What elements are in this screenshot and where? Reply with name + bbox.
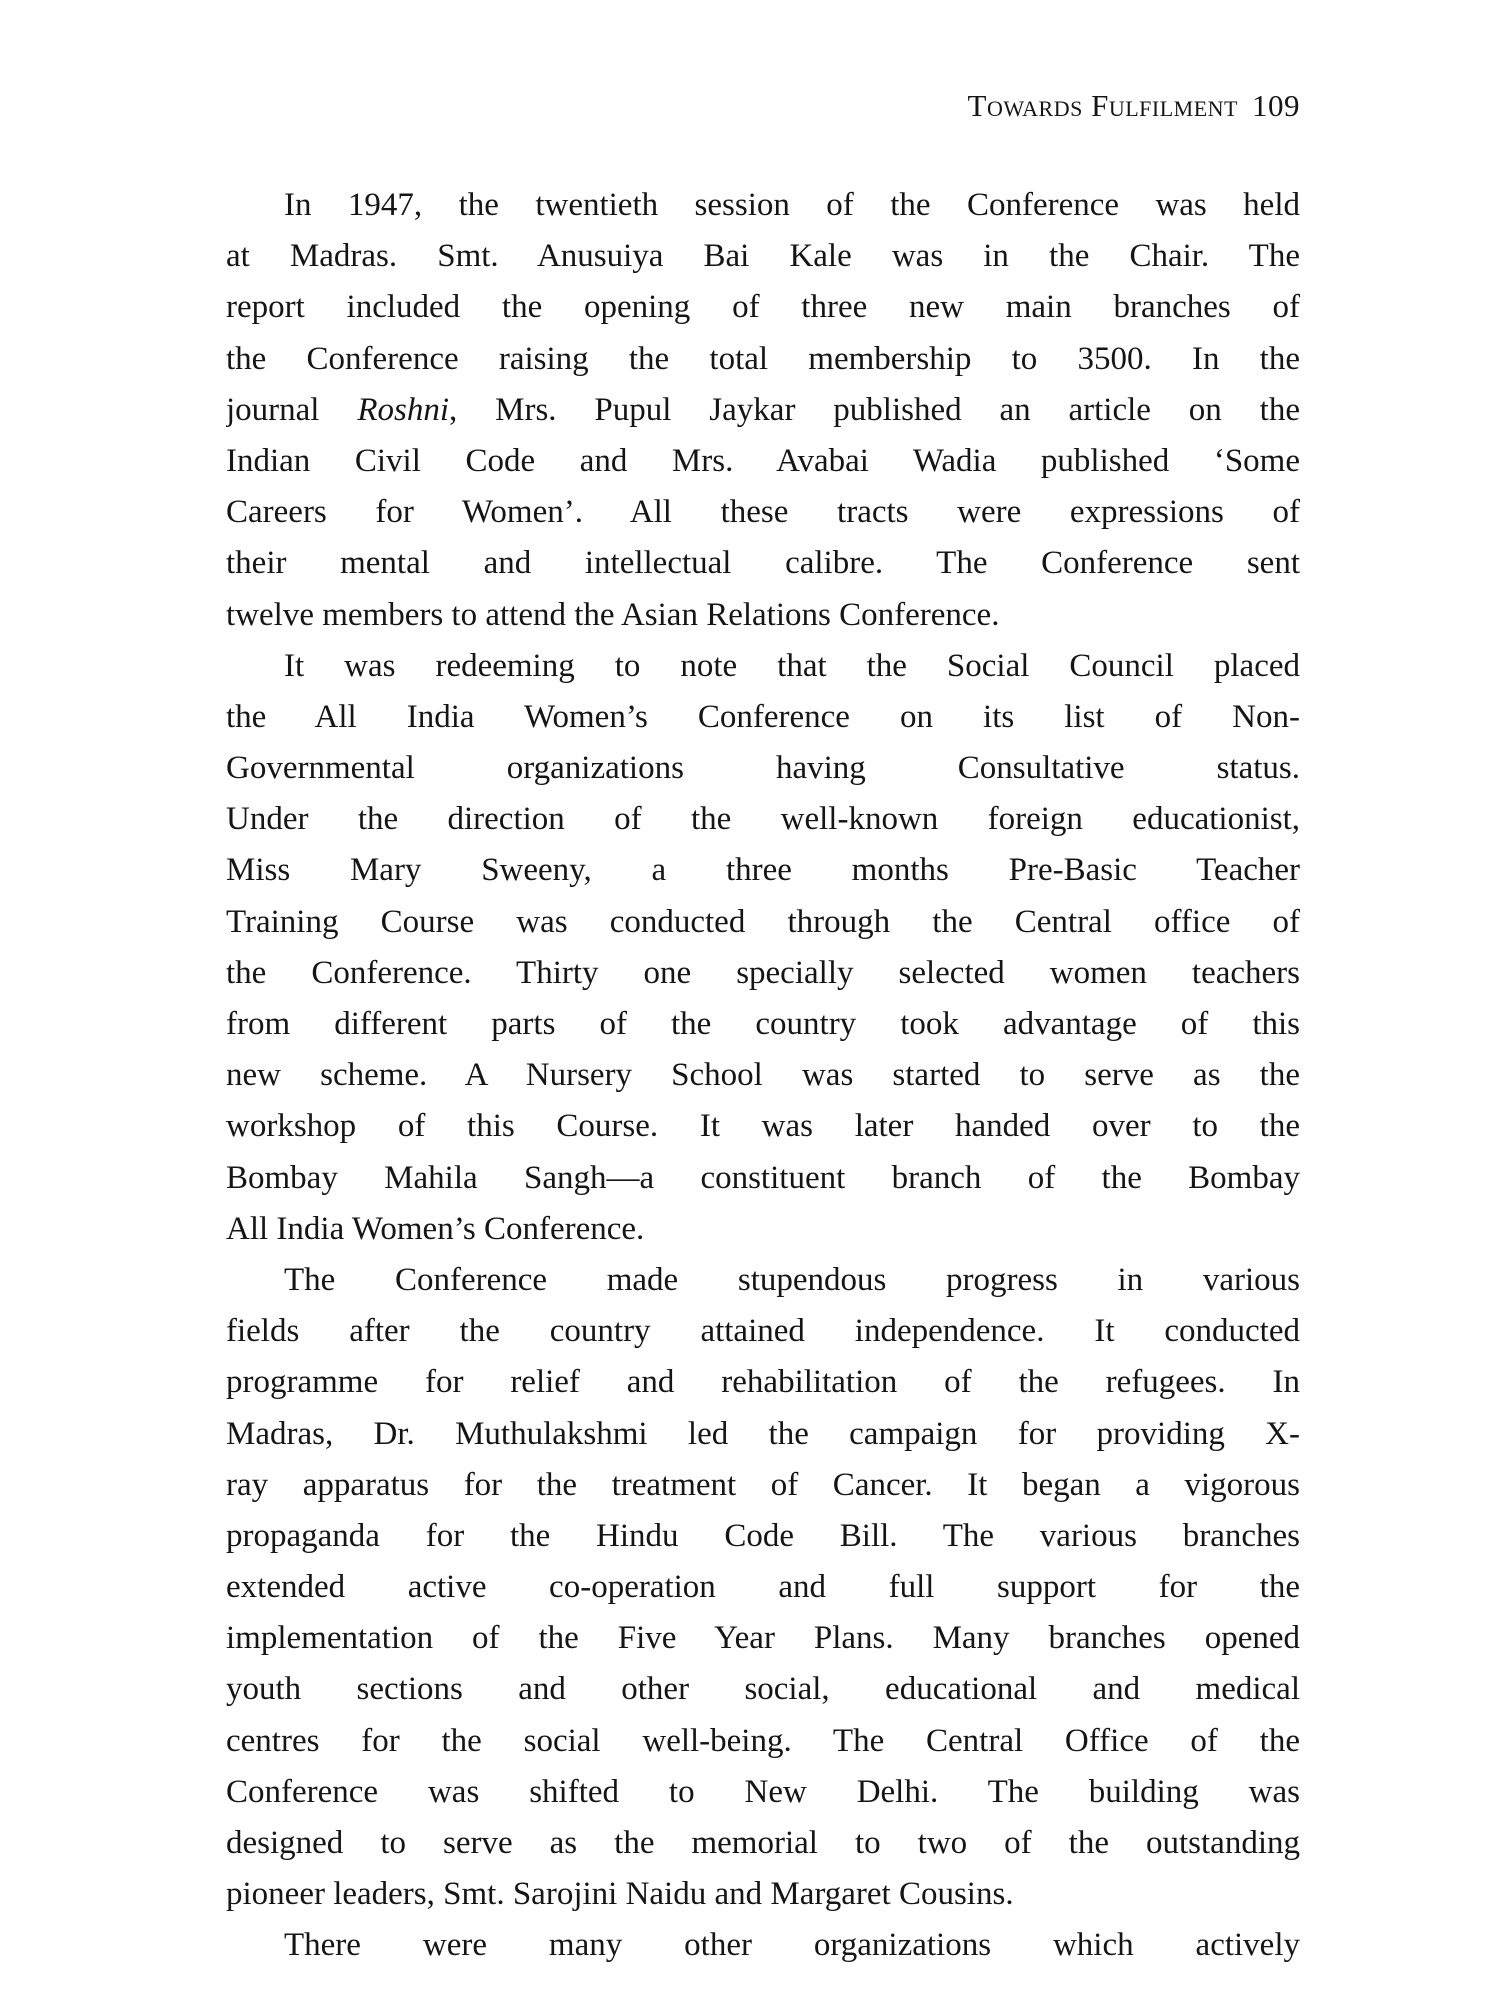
text-line: Bombay Mahila Sangh—a constituent branch of the Bombay [226, 1159, 1300, 1196]
running-header [968, 88, 1300, 124]
text-line: report included the opening of three new main branches of [226, 289, 1300, 326]
text-line: from different parts of the country took advantage of this [226, 1006, 1300, 1042]
text-line: new scheme. A Nursery School was started to serve as the [226, 1057, 1300, 1094]
text-line: propaganda for the Hindu Code Bill. The various branches [226, 1517, 1300, 1554]
text-line: centres for the social well-being. The Central Office of the [226, 1722, 1300, 1759]
text-line: the Conference. Thirty one specially selected women teachers [226, 954, 1300, 991]
text-line: journal Roshni, Mrs. Pupul Jaykar published an article on the [226, 391, 1300, 428]
text-line: Indian Civil Code and Mrs. Avabai Wadia published ‘Some [226, 442, 1300, 479]
text-line: fields after the country attained independence. It conducted [226, 1313, 1300, 1350]
text-line: their mental and intellectual calibre. The Conference sent [226, 545, 1300, 582]
text-line: at Madras. Smt. Anusuiya Bai Kale was in the Chair. The [226, 238, 1300, 275]
text-line: youth sections and other social, educational and medical [226, 1671, 1300, 1708]
text-line: the Conference raising the total membership to 3500. In the [226, 340, 1300, 377]
paragraph [226, 1920, 1300, 1971]
text-line: ray apparatus for the treatment of Cancer. It began a vigorous [226, 1466, 1300, 1503]
text-line: It was redeeming to note that the Social Council placed [284, 647, 1300, 684]
body-text [226, 180, 1300, 1972]
text-line: the All India Women’s Conference on its list of Non- [226, 698, 1300, 735]
text-line: Training Course was conducted through the Central office of [226, 903, 1300, 940]
text-line: There were many other organizations which actively [284, 1927, 1300, 1964]
text-line: Careers for Women’. All these tracts were expressions of [226, 494, 1300, 531]
text-line: implementation of the Five Year Plans. Many branches opened [226, 1620, 1300, 1657]
text-line: Under the direction of the well-known foreign educationist, [226, 801, 1300, 838]
text-line: The Conference made stupendous progress in various [284, 1261, 1300, 1298]
text-line: extended active co-operation and full support for the [226, 1569, 1300, 1606]
text-line: programme for relief and rehabilitation of the refugees. In [226, 1364, 1300, 1401]
paragraph [226, 1255, 1300, 1920]
text-line: Governmental organizations having Consultative status. [226, 750, 1300, 787]
paragraph [226, 641, 1300, 1255]
text-line: All India Women’s Conference. [226, 1210, 645, 1247]
text-line: pioneer leaders, Smt. Sarojini Naidu and Margaret Cousins. [226, 1876, 1014, 1913]
text-line: In 1947, the twentieth session of the Conference was held [284, 187, 1300, 223]
text-line: Madras, Dr. Muthulakshmi led the campaign for providing X- [226, 1415, 1300, 1452]
text-line: workshop of this Course. It was later handed over to the [226, 1108, 1300, 1145]
paragraph [226, 180, 1300, 641]
page-number: 109 [1252, 88, 1300, 123]
text-line: twelve members to attend the Asian Relations Conference. [226, 596, 1000, 633]
running-title: Towards Fulfilment [967, 88, 1238, 123]
text-line: designed to serve as the memorial to two of the outstanding [226, 1825, 1300, 1861]
text-line: Miss Mary Sweeny, a three months Pre-Basic Teacher [226, 852, 1300, 889]
text-line: Conference was shifted to New Delhi. The building was [226, 1773, 1300, 1810]
